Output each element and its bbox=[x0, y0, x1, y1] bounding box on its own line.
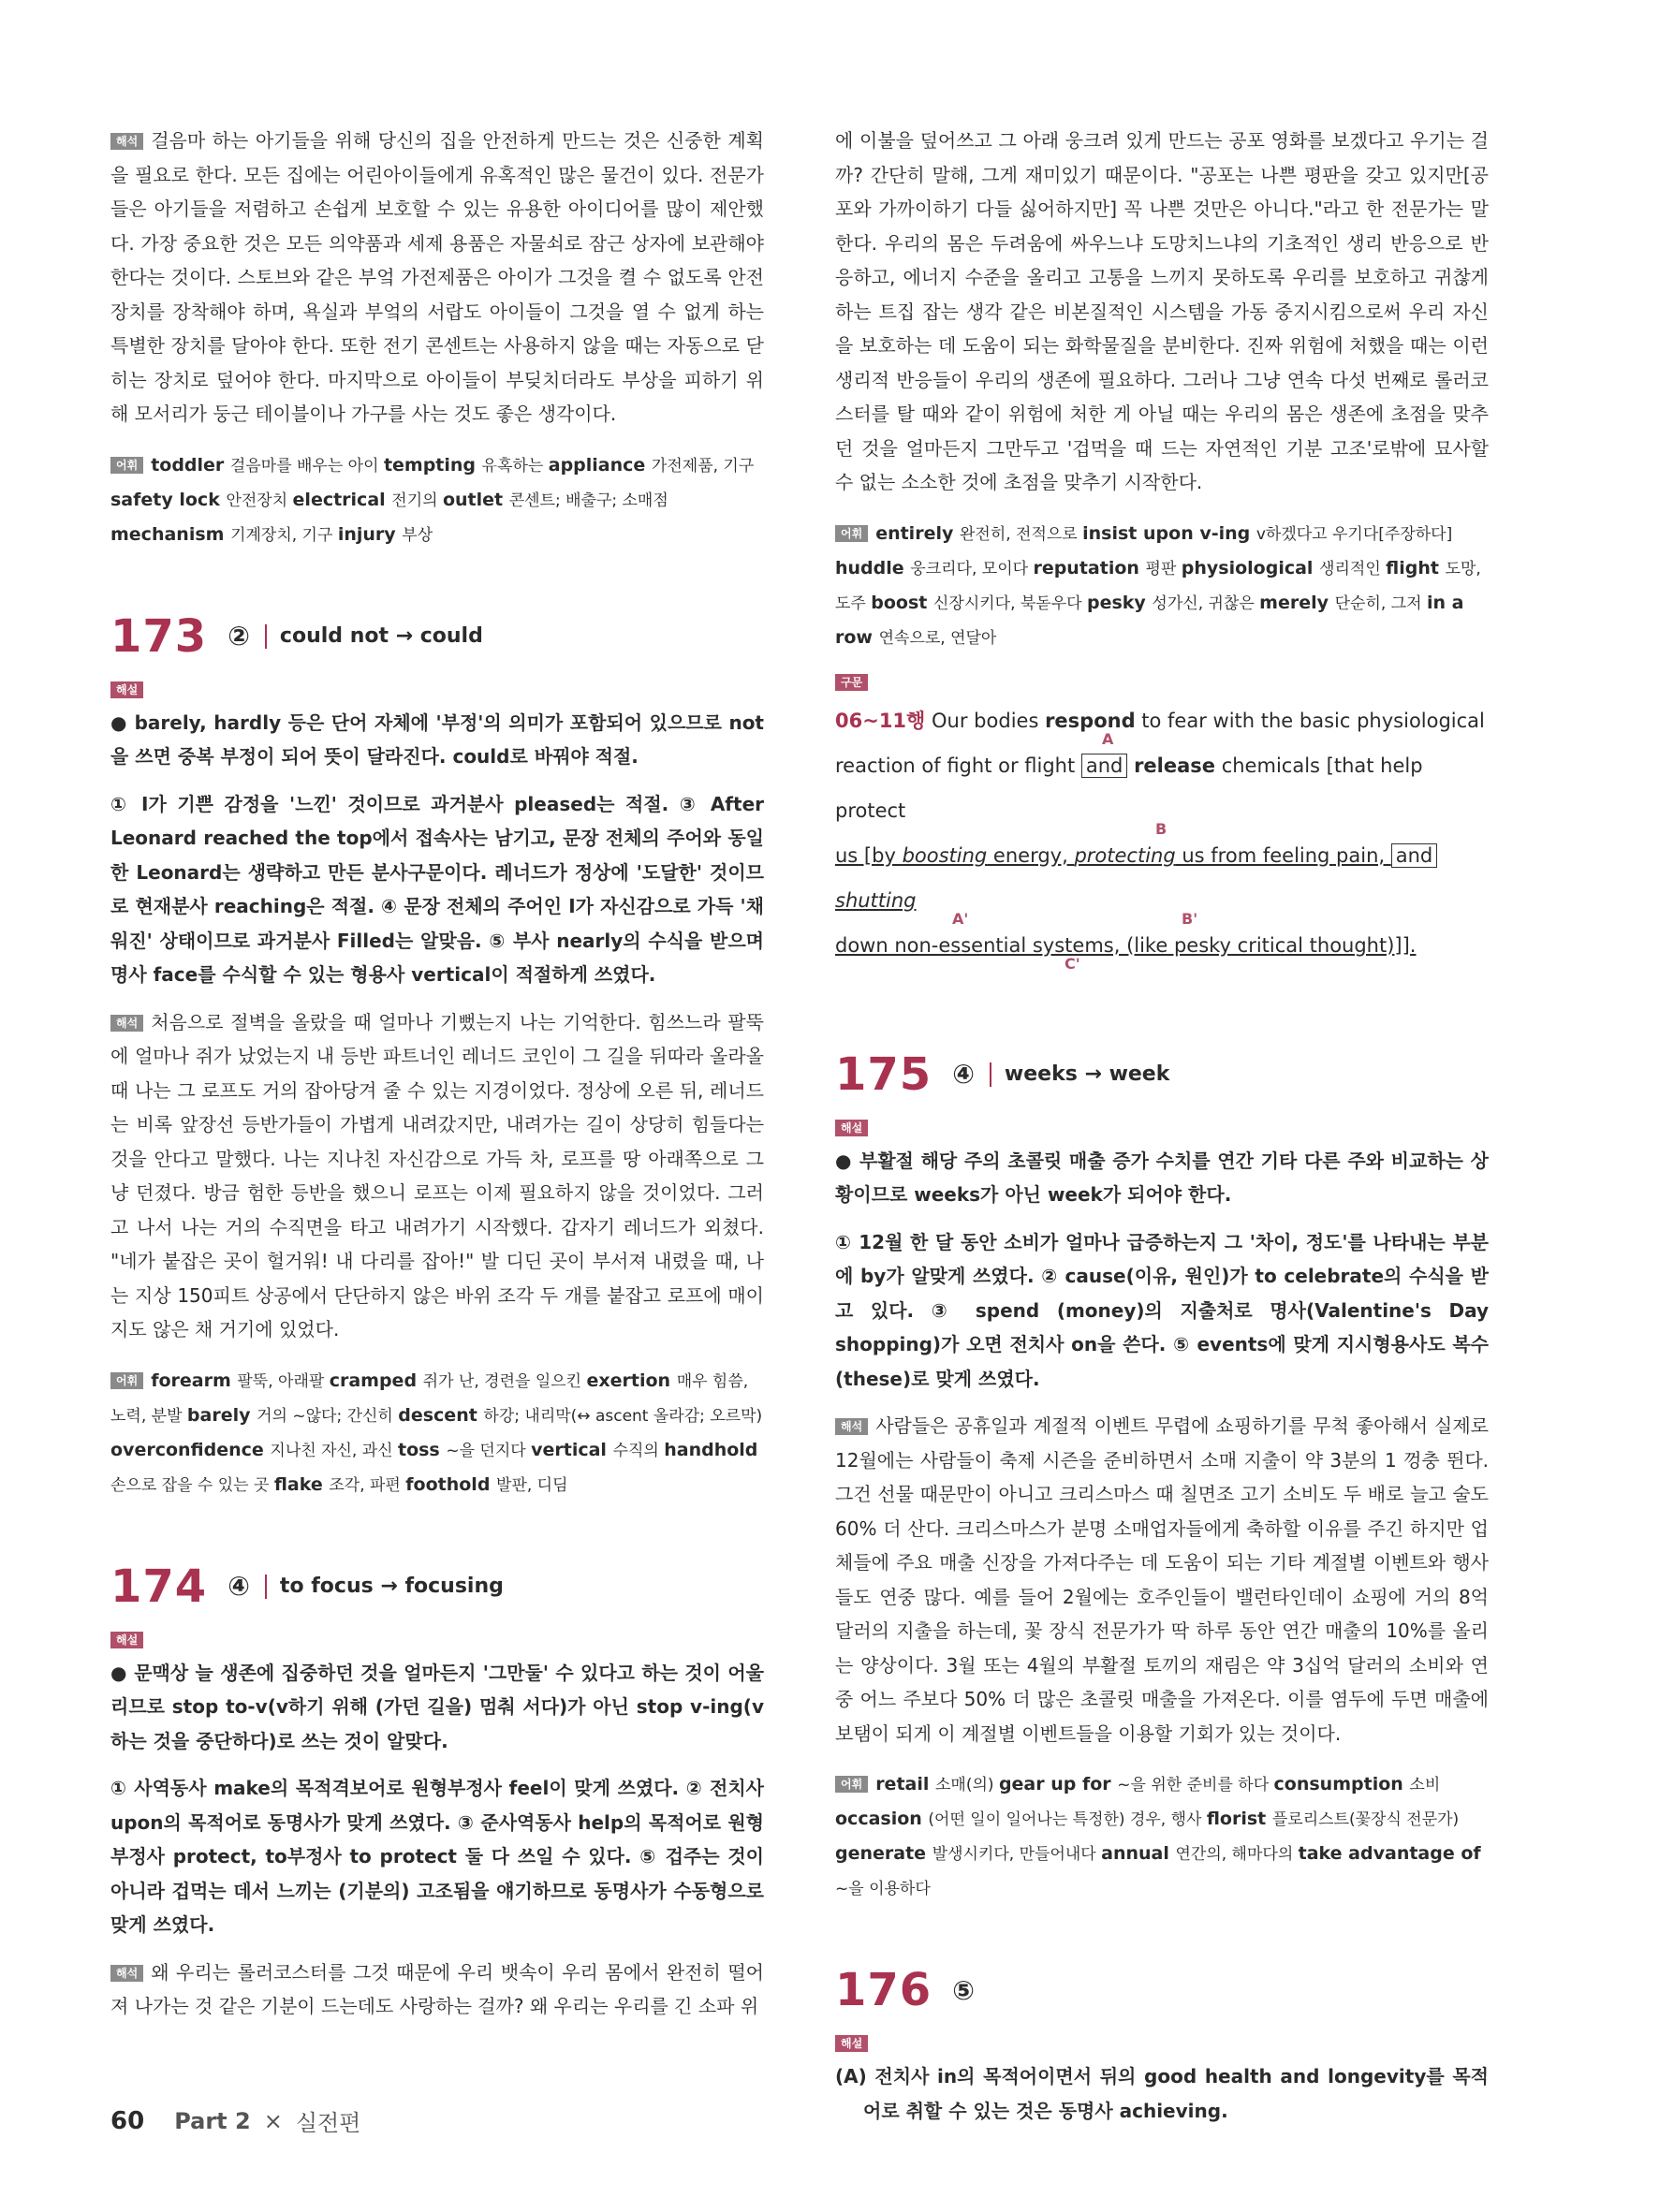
structure-text: energy, bbox=[987, 843, 1075, 867]
marker-B: B bbox=[1155, 819, 1167, 838]
separator: × bbox=[263, 2107, 283, 2134]
tag-explanation: 해설 bbox=[835, 1120, 868, 1136]
gerund-shutting: shutting bbox=[835, 888, 917, 912]
vocab-meaning: 발판, 디딤 bbox=[496, 1475, 568, 1495]
vocab-meaning: 완전히, 전적으로 bbox=[959, 524, 1083, 544]
question-header-174 bbox=[110, 1560, 764, 1613]
question-number: 174 bbox=[110, 1560, 208, 1613]
tag-structure: 구문 bbox=[835, 674, 868, 691]
vocab-meaning: 소매(의) bbox=[935, 1776, 999, 1795]
vocab-meaning: 손으로 잡을 수 있는 곳 bbox=[110, 1475, 274, 1495]
gerund-protecting: protecting bbox=[1074, 843, 1176, 867]
page-number: 60 bbox=[110, 2106, 145, 2135]
vocab-meaning: 가전제품, 기구 bbox=[651, 456, 755, 476]
structure-text: us [by bbox=[835, 843, 903, 867]
translation-174 bbox=[110, 1956, 764, 2024]
vocab-meaning: 지나친 자신, 과신 bbox=[270, 1441, 398, 1460]
vocab-meaning: 웅크리다, 모이다 bbox=[910, 559, 1034, 579]
explanation-main: ● 부활절 해당 주의 초콜릿 매출 증가 수치를 연간 기타 다른 주와 비교하는 상황이므로 weeks가 아닌 week가 되어야 한다. bbox=[835, 1149, 1489, 1206]
conjunction-and: and bbox=[1081, 754, 1128, 778]
vocab-meaning: 부상 bbox=[402, 525, 433, 545]
vocab-meaning: 생리적인 bbox=[1319, 559, 1387, 579]
vocab-word: merely bbox=[1259, 592, 1335, 613]
vocab-meaning: (어떤 일이 일어나는 특정한) 경우, 행사 bbox=[928, 1810, 1207, 1829]
vocab-meaning: 수직의 bbox=[612, 1441, 665, 1460]
structure-line-3 bbox=[835, 833, 1489, 923]
vocab-meaning: 기계장치, 기구 bbox=[230, 525, 338, 545]
tag-translation: 해석 bbox=[110, 133, 143, 150]
vocab-word: descent bbox=[398, 1404, 484, 1426]
translation-175 bbox=[835, 1409, 1489, 1751]
structure-text: reaction of fight or flight bbox=[835, 754, 1081, 777]
translation-174-continued: 에 이불을 덮어쓰고 그 아래 웅크려 있게 만드는 공포 영화를 보겠다고 우기는 걸까? 간단히 말해, 그게 재미있기 때문이다. "공포는 나쁜 평판을 갖고 있지만[공포와 가까이하기 다들 싫어하지만] 꼭 나쁜 것만은 아니다."라고 한 전문가는 말한다. 우리의 몸은 두려움에 싸우느냐 도망치느냐의 기초적인 생리 반응으로 반응하고, 에너지 수준을 올리고 고통을 느끼지 못하도록 우리를 보호하고 귀찮게 하는 트집 잡는 생각 같은 비본질적인 시스템을 가동 중지시킴으로써 우리 자신을 보호하는 데 도움이 되는 화학물질을 분비한다. 진짜 위험에 처했을 때는 이런 생리적 반응들이 우리의 생존에 필요하다. 그러나 그냥 연속 다섯 번째로 롤러코스터를 탈 때와 같이 위험에 처한 게 아닐 때는 우리의 몸은 생존에 초점을 맞추던 것을 얼마든지 그만두고 '겁먹을 때 드는 자연적인 기분 고조'로밖에 묘사할 수 없는 소소한 것에 초점을 맞추기 시작한다. bbox=[835, 129, 1489, 493]
question-number: 176 bbox=[835, 1964, 932, 2016]
right-column bbox=[835, 124, 1489, 2141]
vocab-word: appliance bbox=[548, 454, 652, 476]
vocab-174 bbox=[835, 517, 1489, 655]
vocab-word: foothold bbox=[405, 1473, 497, 1495]
answer-number: ④ bbox=[228, 1571, 250, 1602]
tag-explanation: 해설 bbox=[110, 1632, 143, 1648]
line-range: 06~11행 bbox=[835, 709, 926, 732]
vocab-word: generate bbox=[835, 1843, 932, 1864]
vocab-word: tempting bbox=[383, 454, 482, 476]
explanation-main: ● 문맥상 늘 생존에 집중하던 것을 얼마든지 '그만둘' 수 있다고 하는 것이 어울리므로 stop to-v(v하기 위해 (가던 길을) 멈춰 서다)가 아닌 stop v-ing(v하는 것을 중단하다)로 쓰는 것이 알맞다. bbox=[110, 1661, 764, 1752]
marker-C-prime: C' bbox=[1065, 954, 1080, 973]
vocab-meaning: 쥐가 난, 경련을 일으킨 bbox=[422, 1371, 587, 1391]
tag-explanation: 해설 bbox=[835, 2035, 868, 2052]
vocab-meaning: ~을 던지다 bbox=[446, 1441, 532, 1460]
divider bbox=[990, 1062, 991, 1087]
vocab-word: mechanism bbox=[110, 523, 231, 545]
answer-number: ⑤ bbox=[952, 1974, 975, 2006]
structure-line-1 bbox=[835, 698, 1489, 743]
left-column bbox=[110, 124, 764, 2041]
structure-text: down non-essential systems, (like pesky critical thought)]]. bbox=[835, 933, 1417, 957]
vocab-word: safety lock bbox=[110, 489, 227, 510]
tag-vocab: 어휘 bbox=[110, 457, 143, 474]
vocab-meaning: 전기의 bbox=[391, 491, 443, 510]
structure-text: chemicals [that help protect bbox=[835, 754, 1423, 822]
tag-translation: 해석 bbox=[835, 1418, 868, 1435]
vocab-word: exertion bbox=[586, 1370, 677, 1391]
tag-vocab: 어휘 bbox=[835, 1776, 868, 1793]
vocab-meaning: 플로리스트(꽃장식 전문가) bbox=[1271, 1810, 1460, 1829]
question-number: 173 bbox=[110, 609, 208, 663]
vocab-meaning: 발생시키다, 만들어내다 bbox=[932, 1845, 1102, 1864]
vocab-meaning: 콘센트; 배출구; 소매점 bbox=[508, 491, 668, 510]
vocab-word: toss bbox=[397, 1439, 447, 1460]
vocab-word: florist bbox=[1206, 1809, 1272, 1829]
vocab-word: take advantage of bbox=[1298, 1843, 1481, 1864]
marker-A: A bbox=[1102, 729, 1114, 748]
vocab-meaning: 도망, 도주 bbox=[835, 559, 1481, 613]
answer-number: ④ bbox=[952, 1059, 975, 1090]
verb-release: release bbox=[1134, 754, 1216, 777]
tag-translation: 해석 bbox=[110, 1965, 143, 1982]
marker-B-prime: B' bbox=[1182, 909, 1198, 928]
vocab-171 bbox=[110, 448, 764, 552]
explanation-detail: ① I가 기쁜 감정을 '느낀' 것이므로 과거분사 pleased는 적절. ③ After Leonard reached the top에서 접속사는 남기고, 문장 전체의 주어와 동일한 Leonard는 생략하고 만든 분사구문이다. 레너드가 정상에 '도달한' 것이므로 현재분사 reaching은 적절. ④ 문장 전체의 주어인 I가 자신감으로 가득 '채워진' 상태이므로 과거분사 Filled는 알맞음. ⑤ 부사 nearly의 수식을 받으며 명사 face를 수식할 수 있는 형용사 vertical이 적절하게 쓰였다. bbox=[110, 792, 764, 986]
vocab-word: retail bbox=[875, 1774, 935, 1795]
question-number: 175 bbox=[835, 1047, 932, 1101]
vocab-word: annual bbox=[1101, 1843, 1176, 1864]
translation-text: 처음으로 절벽을 올랐을 때 얼마나 기뻤는지 나는 기억한다. 힘쓰느라 팔뚝에 얼마나 쥐가 났었는지 내 등반 파트너인 레너드 코인이 그 길을 뒤따라 올라올 때 나는 그 로프도 거의 잡아당겨 줄 수 있는 지경이었다. 정상에 오른 뒤, 레너드는 비록 앞장선 등반가들이 가볍게 내려갔지만, 내려가는 길이 상당히 힘들다는 것을 안다고 말했다. 나는 지나친 자신감으로 가득 차, 로프를 땅 아래쪽으로 그냥 던졌다. 방금 험한 등반을 했으니 로프는 이제 필요하지 않을 것이었다. 그러고 나서 나는 거의 수직면을 타고 내려가기 시작했다. 갑자기 레너드가 외쳤다. "네가 붙잡은 곳이 헐거워! 내 다리를 잡아!" 발 디딘 곳이 부서져 내렸을 때, 나는 지상 150피트 상공에서 단단하지 않은 바위 조각 두 개를 붙잡고 로프에 매이지도 않은 채 거기에 있었다. bbox=[110, 1010, 764, 1340]
gerund-boosting: boosting bbox=[902, 843, 988, 867]
vocab-meaning: 팔뚝, 아래팔 bbox=[237, 1371, 330, 1391]
vocab-word: overconfidence bbox=[110, 1439, 271, 1460]
vocab-word: reputation bbox=[1033, 557, 1146, 579]
vocab-meaning: 거의 ~않다; 간신히 bbox=[257, 1406, 399, 1426]
vocab-word: physiological bbox=[1181, 557, 1320, 579]
vocab-173 bbox=[110, 1364, 764, 1502]
structure-text: us from feeling pain, bbox=[1175, 843, 1391, 867]
vocab-word: cramped bbox=[329, 1370, 423, 1391]
vocab-meaning: 걸음마를 배우는 아이 bbox=[229, 456, 384, 476]
tag-translation: 해석 bbox=[110, 1015, 143, 1032]
structure-line-4 bbox=[835, 923, 1489, 968]
vocab-meaning: 조각, 파편 bbox=[329, 1475, 406, 1495]
vocab-word: in a row bbox=[835, 592, 1464, 648]
divider bbox=[265, 1575, 267, 1599]
page-footer bbox=[110, 2104, 360, 2137]
vocab-word: handhold bbox=[664, 1439, 758, 1460]
structure-text: Our bodies bbox=[932, 709, 1046, 732]
vocab-meaning: 평판 bbox=[1145, 559, 1182, 579]
correction: could not → could bbox=[279, 624, 483, 648]
translation-171 bbox=[110, 124, 764, 432]
translation-173 bbox=[110, 1005, 764, 1347]
vocab-word: boost bbox=[871, 592, 933, 613]
divider bbox=[265, 624, 267, 649]
vocab-word: consumption bbox=[1273, 1774, 1410, 1795]
vocab-meaning: 하강; 내리막(↔ ascent 올라감; 오르막) bbox=[483, 1406, 763, 1426]
vocab-word: injury bbox=[337, 523, 403, 545]
question-header-176 bbox=[835, 1964, 1489, 2016]
question-header-173 bbox=[110, 610, 764, 663]
vocab-word: gear up for bbox=[998, 1774, 1118, 1795]
vocab-meaning: 안전장치 bbox=[226, 491, 293, 510]
tag-explanation: 해설 bbox=[110, 681, 143, 698]
tag-vocab: 어휘 bbox=[110, 1372, 143, 1389]
vocab-word: huddle bbox=[835, 557, 911, 579]
vocab-word: entirely bbox=[875, 522, 960, 544]
vocab-meaning: 연간의, 해마다의 bbox=[1175, 1845, 1299, 1864]
vocab-word: barely bbox=[186, 1404, 257, 1426]
vocab-word: flake bbox=[273, 1473, 330, 1495]
vocab-meaning: ~을 이용하다 bbox=[835, 1880, 931, 1898]
vocab-meaning: 신장시키다, 북돋우다 bbox=[932, 593, 1087, 613]
marker-A-prime: A' bbox=[952, 909, 969, 928]
translation-text: 왜 우리는 롤러코스터를 그것 때문에 우리 뱃속이 우리 몸에서 완전히 떨어져 나가는 것 같은 기분이 드는데도 사랑하는 걸까? 왜 우리는 우리를 긴 소파 위 bbox=[110, 1960, 764, 2017]
vocab-meaning: 소비 bbox=[1409, 1776, 1441, 1795]
question-header-175 bbox=[835, 1048, 1489, 1101]
vocab-meaning: 성가신, 귀찮은 bbox=[1152, 593, 1260, 613]
vocab-meaning: 연속으로, 연달아 bbox=[878, 628, 997, 648]
vocab-word: forearm bbox=[151, 1370, 238, 1391]
vocab-meaning: v하겠다고 우기다[주장하다] bbox=[1256, 524, 1453, 544]
conjunction-and: and bbox=[1391, 843, 1438, 868]
vocab-word: occasion bbox=[835, 1809, 929, 1829]
explanation-detail: ① 12월 한 달 동안 소비가 얼마나 급증하는지 그 '차이, 정도'를 나타내는 부분에 by가 알맞게 쓰였다. ② cause(이유, 원인)가 to celebrate의 수식을 받고 있다. ③ spend (money)의 지출처로 명사(Valentine's Day shopping)가 오면 전치사 on을 쓴다. ⑤ events에 맞게 지시형용사도 복수(these)로 맞게 쓰였다. bbox=[835, 1230, 1489, 1390]
vocab-meaning: ~을 위한 준비를 하다 bbox=[1117, 1776, 1274, 1795]
vocab-meaning: 유혹하는 bbox=[481, 456, 549, 476]
correction: weeks → week bbox=[1004, 1062, 1170, 1086]
vocab-word: outlet bbox=[442, 489, 509, 510]
verb-respond: respond bbox=[1045, 709, 1136, 732]
structure-text: to fear with the basic physiological bbox=[1135, 709, 1485, 732]
translation-text: 걸음마 하는 아기들을 위해 당신의 집을 안전하게 만드는 것은 신중한 계획을 필요로 한다. 모든 집에는 어린아이들에게 유혹적인 많은 물건이 있다. 전문가들은 아기들을 저렴하고 손쉽게 보호할 수 있는 유용한 아이디어를 많이 제안했다. 가장 중요한 것은 모든 의약품과 세제 용품은 자물쇠로 잠근 상자에 보관해야 한다는 것이다. 스토브와 같은 부엌 가전제품은 아이가 그것을 켤 수 없도록 안전장치를 장착해야 하며, 욕실과 부엌의 서랍도 아이들이 그것을 열 수 없게 하는 특별한 장치를 달아야 한다. 또한 전기 콘센트는 사용하지 않을 때는 자동으로 닫히는 장치로 덮어야 한다. 마지막으로 아이들이 부딪치더라도 부상을 피하기 위해 모서리가 둥근 테이블이나 가구를 사는 것도 좋은 생각이다. bbox=[110, 129, 764, 425]
explanation-detail: ① 사역동사 make의 목적격보어로 원형부정사 feel이 맞게 쓰였다. ② 전치사 upon의 목적어로 동명사가 맞게 쓰였다. ③ 준사역동사 help의 목적어로 원형부정사 protect, to부정사 to protect 둘 다 쓰일 수 있다. ⑤ 겁주는 것이 아니라 겁먹는 데서 느끼는 (기분의) 고조됨을 얘기하므로 동명사가 수동형으로 맞게 쓰였다. bbox=[110, 1777, 764, 1936]
section-label: 실전편 bbox=[295, 2110, 361, 2136]
explanation-main: (A) 전치사 in의 목적어이면서 뒤의 good health and longevity를 목적어로 취할 수 있는 것은 동명사 achieving. bbox=[835, 2065, 1489, 2122]
vocab-word: pesky bbox=[1086, 592, 1153, 613]
vocab-word: insist upon v-ing bbox=[1082, 522, 1256, 544]
explanation-main: ● barely, hardly 등은 단어 자체에 '부정'의 의미가 포함되어 있으므로 not을 쓰면 중복 부정이 되어 뜻이 달라진다. could로 바꿔야 적절. bbox=[110, 710, 764, 768]
vocab-meaning: 단순히, 그저 bbox=[1334, 593, 1427, 613]
vocab-meaning: 매우 힘씀, 노력, 분발 bbox=[110, 1371, 749, 1426]
vocab-word: vertical bbox=[531, 1439, 613, 1460]
translation-text: 사람들은 공휴일과 계절적 이벤트 무렵에 쇼핑하기를 무척 좋아해서 실제로 12월에는 사람들이 축제 시즌을 준비하면서 소매 지출이 약 3분의 1 껑충 뛴다. 그건 선물 때문만이 아니고 크리스마스 때 칠면조 고기 소비도 두 배로 늘고 술도 60% 더 산다. 크리스마스가 분명 소매업자들에게 축하할 이유를 주긴 하지만 업체들에 주요 매출 신장을 가져다주는 데 도움이 되는 기타 계절별 이벤트와 행사들도 연중 많다. 예를 들어 2월에는 호주인들이 밸런타인데이 쇼핑에 거의 8억 달러의 지출을 하는데, 꽃 장식 전문가가 딱 하루 동안 연간 매출의 10%를 올리는 양상이다. 3월 또는 4월의 부활절 토끼의 재림은 약 3십억 달러의 소비와 연중 어느 주보다 50% 더 많은 초콜릿 매출을 가져온다. 이를 염두에 두면 매출에 보탬이 되게 이 계절별 이벤트들을 이용할 기회가 있는 것이다. bbox=[835, 1414, 1489, 1745]
tag-vocab: 어휘 bbox=[835, 525, 868, 542]
vocab-word: electrical bbox=[292, 489, 392, 510]
part-label: Part 2 bbox=[174, 2107, 251, 2134]
vocab-word: toddler bbox=[151, 454, 230, 476]
vocab-175 bbox=[835, 1767, 1489, 1906]
answer-number: ② bbox=[228, 621, 250, 652]
vocab-word: flight bbox=[1386, 557, 1446, 579]
correction: to focus → focusing bbox=[279, 1575, 504, 1598]
